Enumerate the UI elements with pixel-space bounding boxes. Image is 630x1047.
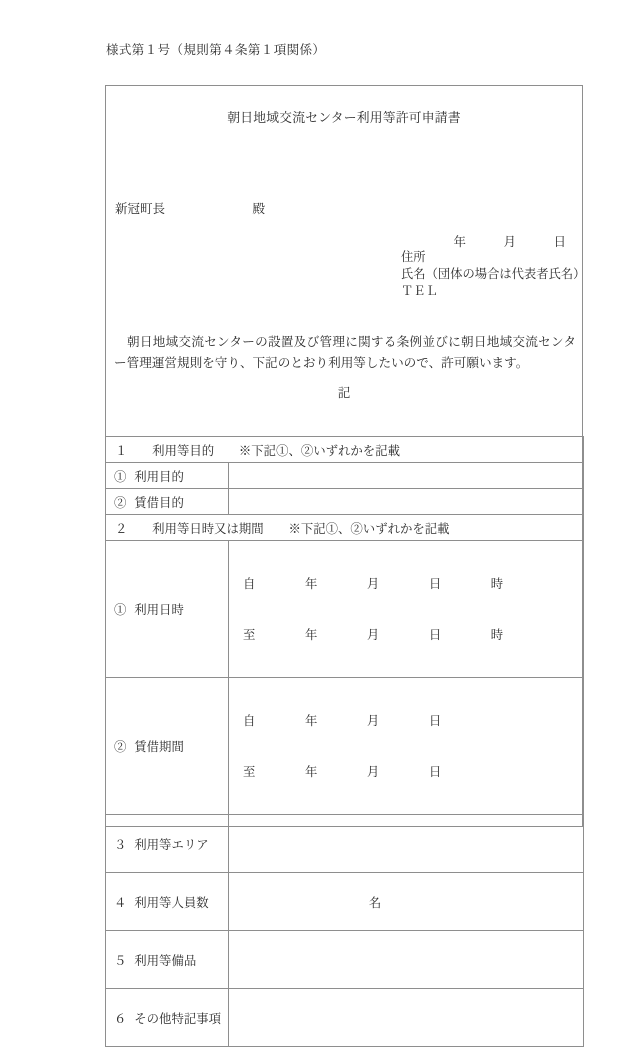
table-row [106,873,584,931]
table-row [106,678,584,815]
row-label-lease-period: ② 賃借期間 [106,678,229,815]
applicant-block [401,249,585,300]
lease-period-to[interactable]: 至 年 月 日 [243,764,442,779]
section1-heading: １ 利用等目的 ※下記①、②いずれかを記載 [106,437,584,463]
addressee-line: 新冠町長 殿 [115,201,266,216]
table-row [106,515,584,541]
row-value-use-area[interactable] [229,815,584,873]
page-title: 朝日地域交流センター利用等許可申請書 [227,111,461,126]
form-number: 様式第１号（規則第４条第１項関係） [106,42,326,57]
ki-mark: 記 [337,385,351,400]
row-value-use-datetime[interactable] [229,541,584,678]
row-label-other-notes: ６ その他特記事項 [106,989,229,1047]
application-table [105,436,584,1047]
row-value-use-purpose[interactable] [229,463,584,489]
row-label-use-area: ３ 利用等エリア [106,815,229,873]
row-label-use-datetime: ① 利用日時 [106,541,229,678]
row-value-lease-purpose[interactable] [229,489,584,515]
applicant-address-label[interactable]: 住所 [401,250,426,264]
applicant-name-label[interactable]: 氏名（団体の場合は代表者氏名） [401,267,586,281]
form-header-area [106,86,586,436]
table-row [106,541,584,678]
date-line[interactable]: 年 月 日 [453,234,566,249]
row-value-other-notes[interactable] [229,989,584,1047]
body-paragraph: 朝日地域交流センターの設置及び管理に関する条例並びに朝日地域交流センター管理運営規則を守り、下記のとおり利用等したいので、許可願います。 [114,334,576,370]
use-datetime-to[interactable]: 至 年 月 日 時 [243,627,504,642]
row-label-lease-purpose: ② 賃借目的 [106,489,229,515]
row-label-use-equipment: ５ 利用等備品 [106,931,229,989]
table-row [106,989,584,1047]
applicant-tel-label[interactable]: ＴＥＬ [401,284,438,298]
row-label-use-headcount: ４ 利用等人員数 [106,873,229,931]
row-value-lease-period[interactable] [229,678,584,815]
section2-heading: ２ 利用等日時又は期間 ※下記①、②いずれかを記載 [106,515,584,541]
row-value-use-equipment[interactable] [229,931,584,989]
table-row [106,463,584,489]
table-row [106,437,584,463]
form-frame [105,85,586,1026]
table-row [106,931,584,989]
lease-period-from[interactable]: 自 年 月 日 [243,713,442,728]
table-row [106,815,584,873]
row-value-use-headcount[interactable]: 名 [229,873,584,931]
use-datetime-from[interactable]: 自 年 月 日 時 [243,576,504,591]
table-row [106,489,584,515]
row-label-use-purpose: ① 利用目的 [106,463,229,489]
